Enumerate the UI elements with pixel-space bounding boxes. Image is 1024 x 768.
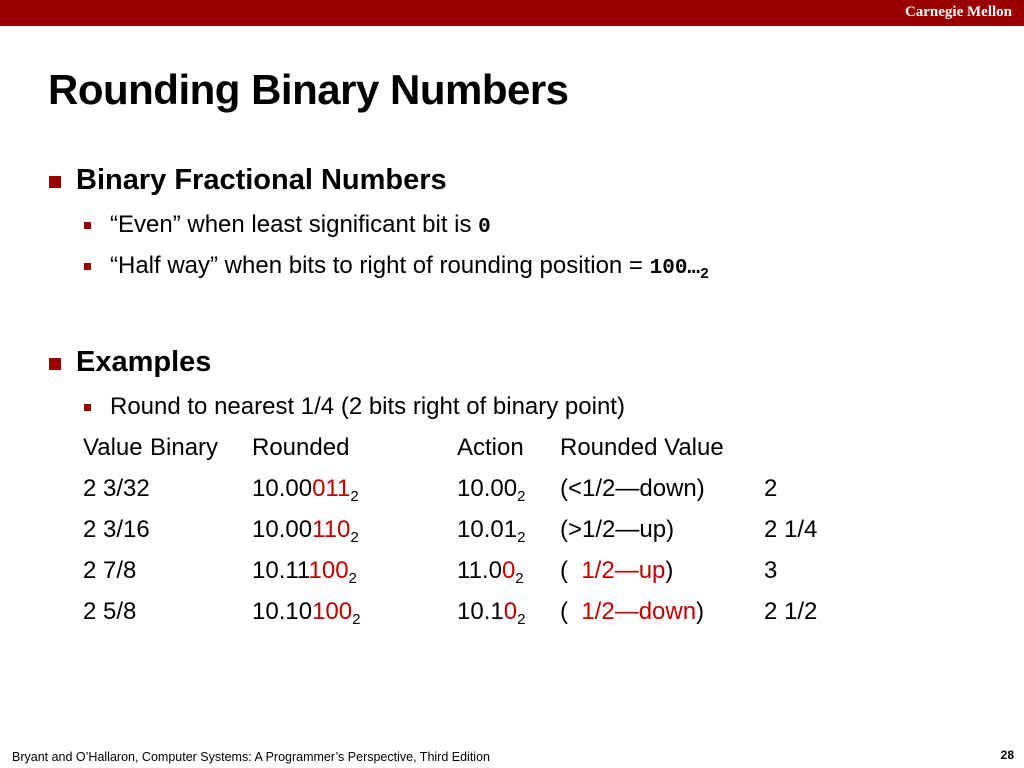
bullet-square-icon (49, 176, 61, 188)
footer-citation: Bryant and O’Hallaron, Computer Systems: A Programmer’s Perspective, Third Edition (12, 750, 490, 764)
table-row-action: (>1/2—up) (560, 516, 675, 543)
table-row-binary: $10.00110_2$ (252, 516, 359, 546)
table-row-value: 2 3/16 (83, 516, 150, 543)
slide-title: Rounding Binary Numbers (48, 66, 569, 113)
table-row-rounded: $11.00_2$ (457, 557, 524, 587)
table-row-rounded: $10.10_2$ (457, 598, 526, 628)
page-number: 28 (1000, 748, 1014, 762)
table-row-binary: $10.10100_2$ (252, 598, 361, 628)
table-row-action: ( 1/2—down) (560, 598, 705, 625)
bullet-halfway-rule (110, 252, 710, 283)
table-row-value: 2 3/32 (83, 475, 150, 502)
table-row-rounded: $10.01_2$ (457, 516, 526, 546)
table-row-result: 2 1/2 (764, 598, 818, 625)
col-header-rounded: Rounded (252, 434, 350, 461)
table-row-rounded: $10.00_2$ (457, 475, 526, 505)
bullet-round-nearest: Round to nearest 1/4 (2 bits right of binary point) (110, 393, 625, 420)
col-header-value: Value (83, 434, 143, 461)
bullet-even-code: 0 (478, 216, 491, 239)
table-row-binary: $10.00011_2$ (252, 475, 359, 505)
bullet-square-icon (49, 358, 61, 370)
section-heading-examples: Examples (76, 346, 212, 378)
sub-bullet-icon (84, 263, 91, 270)
table-row-result: 3 (764, 557, 778, 584)
table-row-result: 2 1/4 (764, 516, 818, 543)
brand-label: Carnegie Mellon (904, 4, 1012, 20)
table-row-action: ( 1/2—up) (560, 557, 674, 584)
col-header-binary: Binary (150, 434, 219, 461)
col-header-action: Action (457, 434, 524, 461)
bullet-halfway-subscript: 2 (700, 266, 710, 283)
table-row-action: (<1/2—down) (560, 475, 705, 502)
bullet-halfway-text: “Half way” when bits to right of rounding position = (110, 252, 650, 279)
sub-bullet-icon (84, 404, 91, 411)
bullet-halfway-code: 100… (649, 257, 701, 280)
sub-bullet-icon (84, 222, 91, 229)
bullet-even-rule (110, 211, 491, 239)
table-row-value: 2 5/8 (83, 598, 137, 625)
col-header-rounded-value: Rounded Value (560, 434, 724, 461)
table-row-result: 2 (764, 475, 778, 502)
section-heading-binary-fractional: Binary Fractional Numbers (76, 164, 447, 196)
table-row-value: 2 7/8 (83, 557, 137, 584)
bullet-even-text: “Even” when least significant bit is (110, 211, 479, 238)
header-bar (0, 0, 1024, 26)
table-row-binary: $10.11100_2$ (252, 557, 357, 587)
